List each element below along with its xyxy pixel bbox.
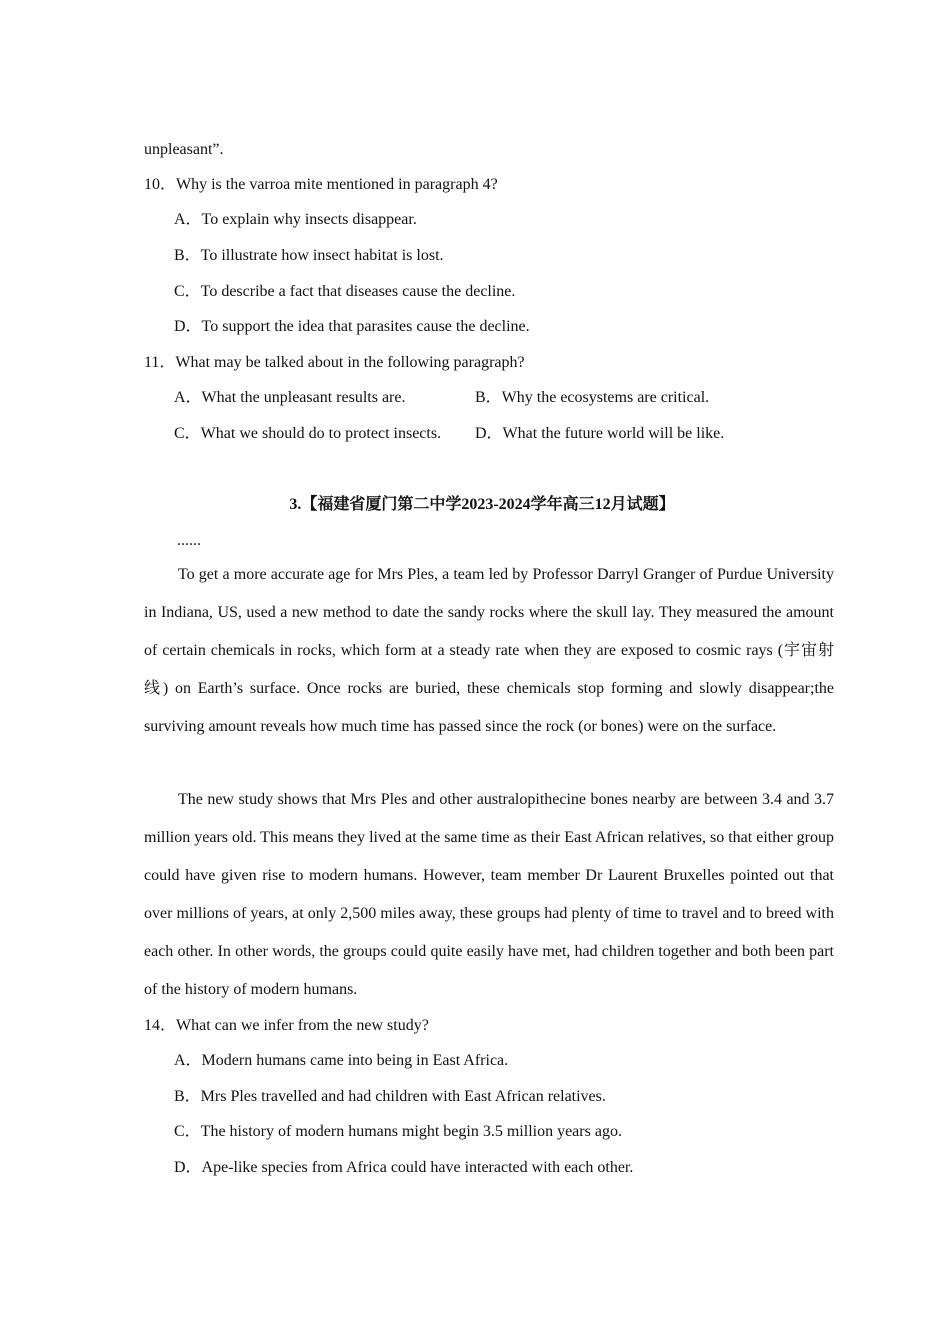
question-10-option-b: B．To illustrate how insect habitat is lost. xyxy=(174,247,444,264)
question-14-option-d: D．Ape-like species from Africa could have interacted with each other. xyxy=(174,1159,634,1176)
question-14-option-a: A．Modern humans came into being in East Africa. xyxy=(174,1052,509,1069)
question-10-option-d: D．To support the idea that parasites cause the decline. xyxy=(174,318,530,335)
question-14-option-c: C．The history of modern humans might begin 3.5 million years ago. xyxy=(174,1123,622,1140)
ellipsis: ...... xyxy=(177,532,201,549)
passage-paragraph-1: To get a more accurate age for Mrs Ples, a team led by Professor Darryl Granger of Purdue University in Indiana, US, used a new method to date the sandy rocks where the skull lay. They measured the amount of certain chemicals in rocks, which form at a steady rate when they are exposed to cosmic rays (宇宙射线) on Earth’s surface. Once rocks are buried, these chemicals stop forming and slowly disappear;the surviving amount reveals how much time has passed since the rock (or bones) were on the surface. xyxy=(144,566,834,735)
question-14-stem: 14．What can we infer from the new study? xyxy=(144,1017,429,1034)
question-10-option-a: A．To explain why insects disappear. xyxy=(174,211,417,228)
continuation-text: unpleasant”. xyxy=(144,141,224,158)
question-10-option-c: C．To describe a fact that diseases cause the decline. xyxy=(174,283,516,300)
question-11-option-c: C．What we should do to protect insects. xyxy=(174,425,442,442)
passage-paragraph-2: The new study shows that Mrs Ples and other australopithecine bones nearby are between 3.4 and 3.7 million years old. This means they lived at the same time as their East African relatives, so that either group could have given rise to modern humans. However, team member Dr Laurent Bruxelles pointed out that over millions of years, at only 2,500 miles away, these groups had plenty of time to travel and to breed with each other. In other words, the groups could quite easily have met, had children together and both been part of the history of modern humans. xyxy=(144,791,834,998)
question-14-option-b: B．Mrs Ples travelled and had children with East African relatives. xyxy=(174,1088,606,1105)
question-11-option-a: A．What the unpleasant results are. xyxy=(174,389,406,406)
question-11-option-b: B．Why the ecosystems are critical. xyxy=(475,389,710,406)
question-11-stem: 11．What may be talked about in the following paragraph? xyxy=(144,354,525,371)
section-title: 3.【福建省厦门第二中学2023-2024学年高三12月试题】 xyxy=(289,496,675,513)
question-10-stem: 10．Why is the varroa mite mentioned in paragraph 4? xyxy=(144,176,498,193)
question-11-option-d: D．What the future world will be like. xyxy=(475,425,725,442)
